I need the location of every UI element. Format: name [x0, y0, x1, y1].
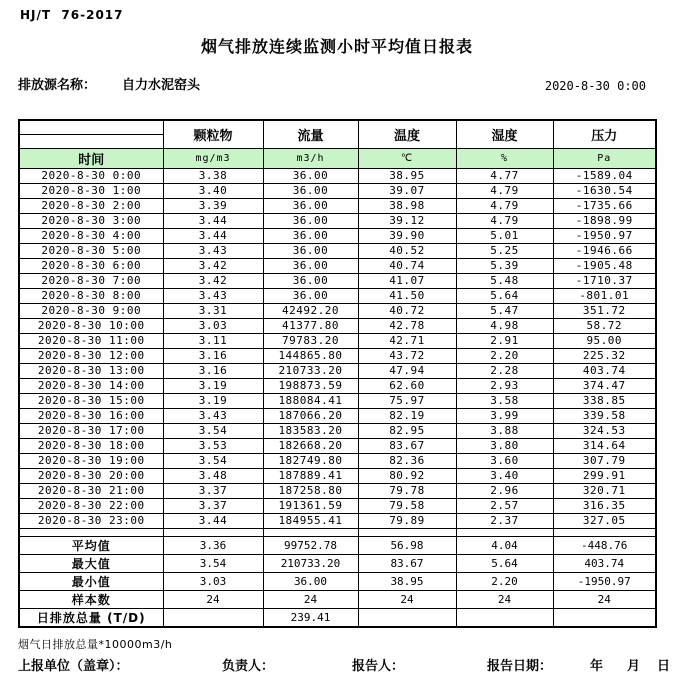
time-cell: 2020-8-30 20:00 — [19, 468, 163, 483]
value-cell: 2.93 — [456, 378, 553, 393]
total-emission-footnote: 烟气日排放总量*10000m3/h — [18, 637, 173, 651]
value-cell: 36.00 — [263, 168, 358, 183]
summary-value-cell — [553, 608, 656, 627]
unit-flow: m3/h — [263, 148, 358, 168]
time-cell: 2020-8-30 14:00 — [19, 378, 163, 393]
value-cell: 80.92 — [358, 468, 456, 483]
value-cell: 3.43 — [163, 408, 263, 423]
value-cell: 3.48 — [163, 468, 263, 483]
spacer-cell — [553, 528, 656, 536]
value-cell: 4.79 — [456, 183, 553, 198]
value-cell: 3.44 — [163, 513, 263, 528]
day-label: 日 — [657, 658, 671, 674]
value-cell: 3.19 — [163, 393, 263, 408]
value-cell: 42.78 — [358, 318, 456, 333]
value-cell: 198873.59 — [263, 378, 358, 393]
value-cell: -1710.37 — [553, 273, 656, 288]
value-cell: -1905.48 — [553, 258, 656, 273]
summary-value-cell: 5.64 — [456, 554, 553, 572]
time-cell: 2020-8-30 13:00 — [19, 363, 163, 378]
value-cell: 3.11 — [163, 333, 263, 348]
table-row — [19, 258, 656, 273]
summary-value-cell: 56.98 — [358, 536, 456, 554]
table-row — [19, 228, 656, 243]
header-row-top — [19, 120, 656, 134]
time-header: 时间 — [19, 148, 163, 168]
value-cell: 2.91 — [456, 333, 553, 348]
table-row — [19, 243, 656, 258]
value-cell: 3.40 — [163, 183, 263, 198]
time-cell: 2020-8-30 11:00 — [19, 333, 163, 348]
time-cell: 2020-8-30 21:00 — [19, 483, 163, 498]
value-cell: 182749.80 — [263, 453, 358, 468]
summary-row — [19, 590, 656, 608]
value-cell: 58.72 — [553, 318, 656, 333]
value-cell: 324.53 — [553, 423, 656, 438]
time-cell: 2020-8-30 12:00 — [19, 348, 163, 363]
time-cell: 2020-8-30 7:00 — [19, 273, 163, 288]
value-cell: -1735.66 — [553, 198, 656, 213]
spacer-cell — [163, 528, 263, 536]
unit-humidity: % — [456, 148, 553, 168]
month-label: 月 — [627, 658, 641, 674]
value-cell: 3.42 — [163, 273, 263, 288]
table-row — [19, 318, 656, 333]
responsible-label: 负责人： — [222, 658, 275, 674]
table-row — [19, 168, 656, 183]
summary-value-cell: 2.20 — [456, 572, 553, 590]
value-cell: 4.77 — [456, 168, 553, 183]
value-cell: 374.47 — [553, 378, 656, 393]
value-cell: 184955.41 — [263, 513, 358, 528]
table-row — [19, 198, 656, 213]
spacer-cell — [263, 528, 358, 536]
source-name-value: 自力水泥窑头 — [122, 78, 201, 93]
value-cell: 79.58 — [358, 498, 456, 513]
value-cell: 3.16 — [163, 363, 263, 378]
value-cell: 3.38 — [163, 168, 263, 183]
value-cell: 3.99 — [456, 408, 553, 423]
spacer-cell — [358, 528, 456, 536]
value-cell: 299.91 — [553, 468, 656, 483]
standard-code: HJ/T 76-2017 — [20, 8, 124, 22]
summary-label-cell: 平均值 — [19, 536, 163, 554]
summary-row — [19, 608, 656, 627]
report-date-label: 报告日期： — [487, 658, 553, 674]
value-cell: 144865.80 — [263, 348, 358, 363]
time-cell: 2020-8-30 2:00 — [19, 198, 163, 213]
table-row — [19, 438, 656, 453]
table-row — [19, 408, 656, 423]
value-cell: -1630.54 — [553, 183, 656, 198]
time-cell: 2020-8-30 23:00 — [19, 513, 163, 528]
table-row — [19, 468, 656, 483]
value-cell: 82.36 — [358, 453, 456, 468]
col-header-pressure: 压力 — [553, 120, 656, 148]
time-cell: 2020-8-30 6:00 — [19, 258, 163, 273]
value-cell: 4.79 — [456, 198, 553, 213]
table-row — [19, 303, 656, 318]
value-cell: 36.00 — [263, 213, 358, 228]
value-cell: 3.03 — [163, 318, 263, 333]
table-row — [19, 363, 656, 378]
value-cell: 36.00 — [263, 183, 358, 198]
time-cell: 2020-8-30 3:00 — [19, 213, 163, 228]
value-cell: 40.74 — [358, 258, 456, 273]
summary-row — [19, 572, 656, 590]
time-cell: 2020-8-30 19:00 — [19, 453, 163, 468]
value-cell: 2.37 — [456, 513, 553, 528]
value-cell: 3.58 — [456, 393, 553, 408]
summary-value-cell: 3.03 — [163, 572, 263, 590]
time-cell: 2020-8-30 5:00 — [19, 243, 163, 258]
value-cell: 39.07 — [358, 183, 456, 198]
value-cell: -1950.97 — [553, 228, 656, 243]
value-cell: 327.05 — [553, 513, 656, 528]
value-cell: -1946.66 — [553, 243, 656, 258]
time-cell: 2020-8-30 8:00 — [19, 288, 163, 303]
summary-value-cell: 403.74 — [553, 554, 656, 572]
value-cell: 36.00 — [263, 258, 358, 273]
summary-value-cell: 239.41 — [263, 608, 358, 627]
value-cell: 2.20 — [456, 348, 553, 363]
table-row — [19, 333, 656, 348]
spacer-cell — [19, 528, 163, 536]
value-cell: 5.48 — [456, 273, 553, 288]
summary-row — [19, 536, 656, 554]
value-cell: 39.12 — [358, 213, 456, 228]
table-row — [19, 423, 656, 438]
value-cell: 3.80 — [456, 438, 553, 453]
value-cell: 225.32 — [553, 348, 656, 363]
source-name-label: 排放源名称： — [18, 78, 97, 93]
value-cell: 42492.20 — [263, 303, 358, 318]
value-cell: 36.00 — [263, 288, 358, 303]
time-cell: 2020-8-30 0:00 — [19, 168, 163, 183]
source-name-group — [18, 74, 200, 93]
summary-label-cell: 最小值 — [19, 572, 163, 590]
value-cell: 2.96 — [456, 483, 553, 498]
value-cell: 40.52 — [358, 243, 456, 258]
signature-row — [0, 655, 674, 675]
time-cell: 2020-8-30 4:00 — [19, 228, 163, 243]
value-cell: 3.60 — [456, 453, 553, 468]
report-title: 烟气排放连续监测小时平均值日报表 — [200, 37, 473, 56]
summary-value-cell: 24 — [456, 590, 553, 608]
value-cell: 95.00 — [553, 333, 656, 348]
table-row — [19, 378, 656, 393]
value-cell: 191361.59 — [263, 498, 358, 513]
summary-value-cell: 210733.20 — [263, 554, 358, 572]
value-cell: 5.01 — [456, 228, 553, 243]
unit-pressure: Pa — [553, 148, 656, 168]
value-cell: 41.50 — [358, 288, 456, 303]
time-cell: 2020-8-30 1:00 — [19, 183, 163, 198]
table-row — [19, 213, 656, 228]
value-cell: 3.88 — [456, 423, 553, 438]
value-cell: 82.95 — [358, 423, 456, 438]
value-cell: 79783.20 — [263, 333, 358, 348]
col-header-humidity: 湿度 — [456, 120, 553, 148]
time-cell: 2020-8-30 10:00 — [19, 318, 163, 333]
value-cell: 36.00 — [263, 243, 358, 258]
value-cell: 3.39 — [163, 198, 263, 213]
value-cell: 43.72 — [358, 348, 456, 363]
value-cell: 41377.80 — [263, 318, 358, 333]
time-header-blank-top — [19, 120, 163, 134]
value-cell: 3.43 — [163, 243, 263, 258]
summary-value-cell: 99752.78 — [263, 536, 358, 554]
summary-value-cell: 24 — [553, 590, 656, 608]
value-cell: -1589.04 — [553, 168, 656, 183]
value-cell: 42.71 — [358, 333, 456, 348]
monitoring-table — [18, 119, 657, 628]
value-cell: 3.19 — [163, 378, 263, 393]
value-cell: 3.16 — [163, 348, 263, 363]
value-cell: 5.47 — [456, 303, 553, 318]
summary-value-cell — [358, 608, 456, 627]
summary-value-cell: -1950.97 — [553, 572, 656, 590]
summary-value-cell: 38.95 — [358, 572, 456, 590]
summary-value-cell — [456, 608, 553, 627]
value-cell: 3.42 — [163, 258, 263, 273]
table-row — [19, 498, 656, 513]
value-cell: 3.54 — [163, 453, 263, 468]
reporter-label: 报告人： — [352, 658, 405, 674]
year-label: 年 — [590, 658, 604, 674]
value-cell: 79.89 — [358, 513, 456, 528]
value-cell: 3.54 — [163, 423, 263, 438]
value-cell: 4.98 — [456, 318, 553, 333]
value-cell: 4.79 — [456, 213, 553, 228]
value-cell: 38.98 — [358, 198, 456, 213]
summary-value-cell — [163, 608, 263, 627]
summary-value-cell: -448.76 — [553, 536, 656, 554]
value-cell: 79.78 — [358, 483, 456, 498]
value-cell: 307.79 — [553, 453, 656, 468]
value-cell: 316.35 — [553, 498, 656, 513]
value-cell: 314.64 — [553, 438, 656, 453]
value-cell: 62.60 — [358, 378, 456, 393]
summary-value-cell: 3.36 — [163, 536, 263, 554]
table-row — [19, 483, 656, 498]
value-cell: 188084.41 — [263, 393, 358, 408]
time-cell: 2020-8-30 16:00 — [19, 408, 163, 423]
value-cell: 339.58 — [553, 408, 656, 423]
value-cell: 36.00 — [263, 228, 358, 243]
source-row — [18, 74, 646, 93]
value-cell: 320.71 — [553, 483, 656, 498]
value-cell: 183583.20 — [263, 423, 358, 438]
value-cell: 3.53 — [163, 438, 263, 453]
value-cell: 36.00 — [263, 198, 358, 213]
unit-particulate: mg/m3 — [163, 148, 263, 168]
table-row — [19, 513, 656, 528]
value-cell: 187066.20 — [263, 408, 358, 423]
spacer-row — [19, 528, 656, 536]
table-row — [19, 348, 656, 363]
summary-row — [19, 554, 656, 572]
value-cell: 40.72 — [358, 303, 456, 318]
value-cell: 2.57 — [456, 498, 553, 513]
unit-temperature: ℃ — [358, 148, 456, 168]
unit-row — [19, 148, 656, 168]
value-cell: 5.25 — [456, 243, 553, 258]
summary-value-cell: 24 — [263, 590, 358, 608]
value-cell: 3.40 — [456, 468, 553, 483]
value-cell: 403.74 — [553, 363, 656, 378]
summary-value-cell: 83.67 — [358, 554, 456, 572]
report-unit-label: 上报单位（盖章）： — [18, 658, 129, 674]
table-row — [19, 288, 656, 303]
value-cell: 82.19 — [358, 408, 456, 423]
summary-value-cell: 4.04 — [456, 536, 553, 554]
summary-value-cell: 36.00 — [263, 572, 358, 590]
value-cell: 3.31 — [163, 303, 263, 318]
value-cell: 182668.20 — [263, 438, 358, 453]
value-cell: 3.43 — [163, 288, 263, 303]
value-cell: 39.90 — [358, 228, 456, 243]
value-cell: 47.94 — [358, 363, 456, 378]
value-cell: 38.95 — [358, 168, 456, 183]
value-cell: 3.44 — [163, 213, 263, 228]
value-cell: 338.85 — [553, 393, 656, 408]
time-header-blank-bottom — [19, 134, 163, 148]
value-cell: 210733.20 — [263, 363, 358, 378]
summary-label-cell: 最大值 — [19, 554, 163, 572]
value-cell: 3.44 — [163, 228, 263, 243]
summary-label-cell: 日排放总量 (T/D) — [19, 608, 163, 627]
value-cell: -1898.99 — [553, 213, 656, 228]
time-cell: 2020-8-30 9:00 — [19, 303, 163, 318]
summary-label-cell: 样本数 — [19, 590, 163, 608]
report-datetime: 2020-8-30 0:00 — [544, 79, 646, 93]
value-cell: 36.00 — [263, 273, 358, 288]
col-header-particulate: 颗粒物 — [163, 120, 263, 148]
time-cell: 2020-8-30 18:00 — [19, 438, 163, 453]
value-cell: 5.64 — [456, 288, 553, 303]
time-cell: 2020-8-30 22:00 — [19, 498, 163, 513]
table-row — [19, 453, 656, 468]
table-row — [19, 183, 656, 198]
value-cell: 5.39 — [456, 258, 553, 273]
spacer-cell — [456, 528, 553, 536]
time-cell: 2020-8-30 17:00 — [19, 423, 163, 438]
value-cell: 3.37 — [163, 483, 263, 498]
value-cell: 351.72 — [553, 303, 656, 318]
value-cell: 2.28 — [456, 363, 553, 378]
value-cell: 75.97 — [358, 393, 456, 408]
value-cell: 187889.41 — [263, 468, 358, 483]
summary-value-cell: 24 — [358, 590, 456, 608]
col-header-temperature: 温度 — [358, 120, 456, 148]
table-row — [19, 273, 656, 288]
value-cell: 187258.80 — [263, 483, 358, 498]
value-cell: 83.67 — [358, 438, 456, 453]
summary-value-cell: 3.54 — [163, 554, 263, 572]
value-cell: 3.37 — [163, 498, 263, 513]
value-cell: 41.07 — [358, 273, 456, 288]
summary-value-cell: 24 — [163, 590, 263, 608]
table-row — [19, 393, 656, 408]
col-header-flow: 流量 — [263, 120, 358, 148]
time-cell: 2020-8-30 15:00 — [19, 393, 163, 408]
value-cell: -801.01 — [553, 288, 656, 303]
